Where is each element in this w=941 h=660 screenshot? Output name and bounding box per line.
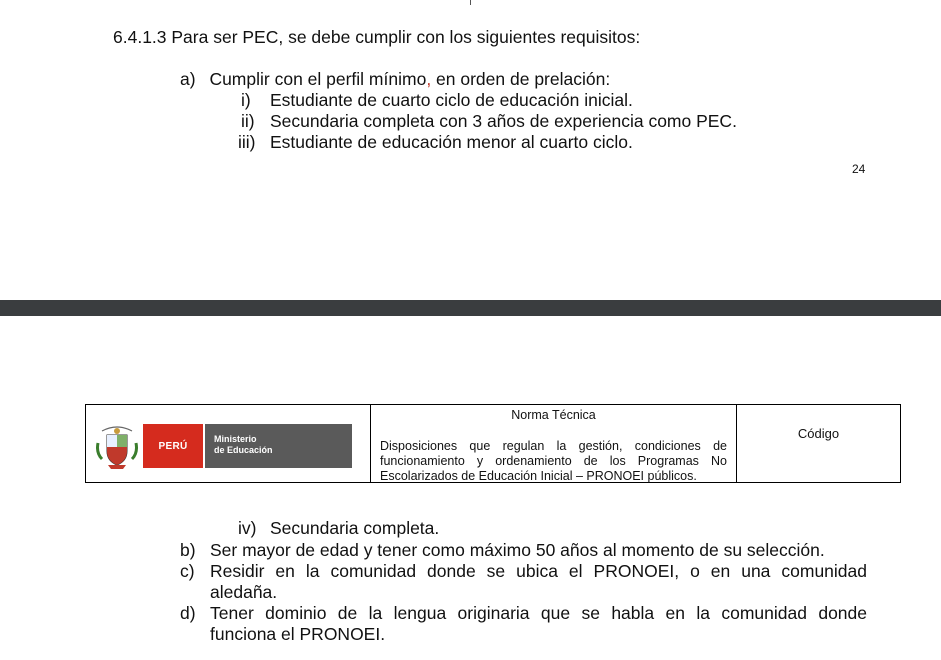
- norma-tecnica-label: Norma Técnica: [511, 408, 596, 422]
- sub-text-iv: Secundaria completa.: [270, 518, 440, 538]
- disposiciones-line-2: funcionamiento y ordenamiento de los Programas No: [380, 454, 727, 468]
- sub-item-iv: [238, 518, 439, 539]
- sub-text-i: Estudiante de cuarto ciclo de educación inicial.: [270, 90, 633, 110]
- ministry-line-1: Ministerio: [214, 434, 257, 444]
- page-number: 24: [852, 162, 866, 176]
- disposiciones-text: [380, 439, 727, 484]
- list-marker-a: a): [180, 69, 196, 89]
- item-a-text-after: en orden de prelación:: [431, 69, 611, 89]
- list-item-a: [180, 69, 610, 90]
- sub-item-i: [241, 90, 633, 111]
- header-title-cell: [371, 405, 737, 482]
- list-marker-b: b): [180, 540, 196, 560]
- sub-text-iii: Estudiante de educación menor al cuarto ciclo.: [270, 132, 633, 152]
- header-logo-cell: [86, 405, 371, 482]
- sub-marker-iv: iv): [238, 518, 257, 538]
- section-heading: 6.4.1.3 Para ser PEC, se debe cumplir con los siguientes requisitos:: [113, 27, 641, 47]
- sub-item-iii: [238, 132, 633, 153]
- sub-item-ii: [241, 111, 737, 132]
- document-page-top: [0, 0, 941, 300]
- item-d-line-2: funciona el PRONOEI.: [210, 624, 386, 644]
- item-b-text: Ser mayor de edad y tener como máximo 50 años al momento de su selección.: [210, 540, 825, 560]
- codigo-label: Código: [797, 426, 840, 441]
- sub-marker-i: i): [241, 90, 251, 110]
- list-marker-c: c): [180, 561, 195, 581]
- sub-marker-iii: iii): [238, 132, 256, 152]
- disposiciones-line-3: Escolarizados de Educación Inicial – PRONOEI públicos.: [380, 469, 697, 483]
- coat-of-arms-icon: [96, 423, 138, 471]
- ministry-label: [205, 424, 352, 468]
- item-a-text-before: Cumplir con el perfil mínimo: [209, 69, 427, 89]
- item-d-line-1: Tener dominio de la lengua originaria que se habla en la comunidad donde: [210, 603, 867, 623]
- disposiciones-line-1: Disposiciones que regulan la gestión, condiciones de: [380, 439, 727, 453]
- ministry-line-2: de Educación: [214, 445, 273, 455]
- item-a-comma: ,: [426, 69, 432, 89]
- page-tick-mark: [470, 0, 471, 5]
- item-c-line-1: Residir en la comunidad donde se ubica el PRONOEI, o en una comunidad: [210, 561, 867, 581]
- peru-label: PERÚ: [143, 424, 203, 468]
- page-separator: [0, 300, 941, 316]
- document-header-table: [85, 404, 901, 483]
- sub-marker-ii: ii): [241, 111, 255, 131]
- list-marker-d: d): [180, 603, 196, 623]
- header-code-cell: [737, 405, 900, 482]
- list-item-b: [180, 540, 825, 561]
- sub-text-ii: Secundaria completa con 3 años de experiencia como PEC.: [270, 111, 737, 131]
- item-c-line-2: aledaña.: [210, 582, 278, 602]
